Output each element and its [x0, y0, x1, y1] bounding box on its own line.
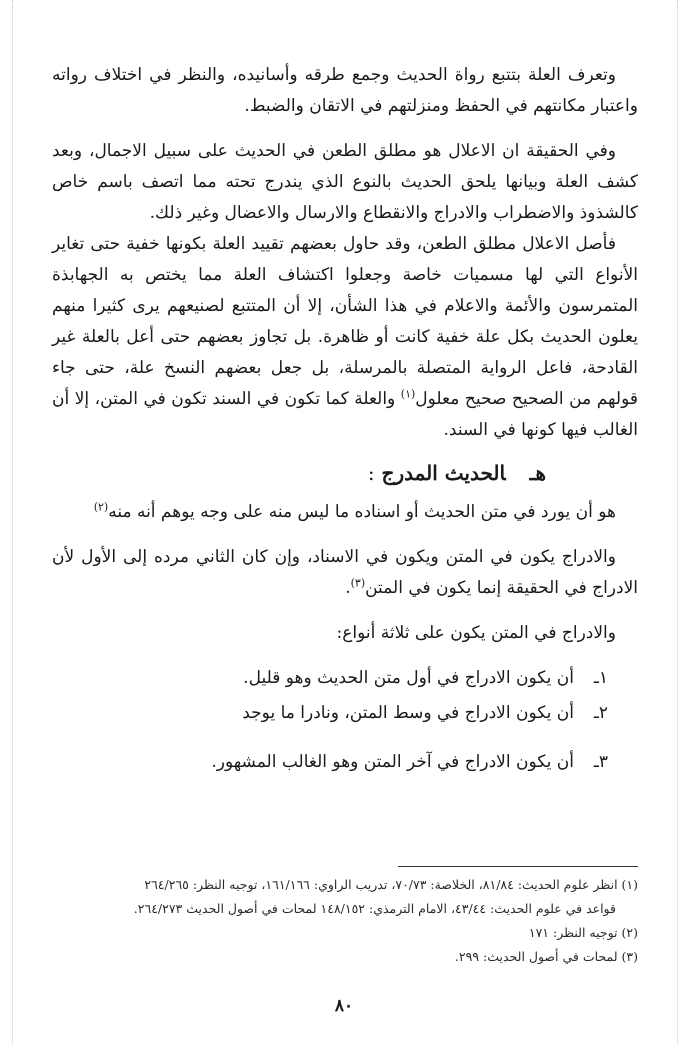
footnote-1: (١) انظر علوم الحديث: ٨١/٨٤، الخلاصة: ٧٠/٧٣، تدريب الراوي: ١٦١/١٦٦، توجيه النظر: ٢٦٤/٢٦٥ — [144, 877, 638, 892]
paragraph-illness-types — [52, 229, 638, 446]
footnote-2: (٢) توجيه النظر: ١٧١ — [528, 925, 638, 940]
list-item-text: أن يكون الادراج في وسط المتن، ونادرا ما يوجد — [242, 703, 574, 723]
paragraph-illness-definition: وفي الحقيقة ان الاعلال هو مطلق الطعن في الحديث على سبيل الاجمال، وبعد كشف العلة وبيانها يلحق الحديث بالنوع الذي يندرج تحته مما اتصف باسم خاص كالشذوذ والاضطراب والادراج والانقطاع والارسال والاعضال وغير ذلك. — [52, 141, 638, 223]
paragraph-illness-types-end: والعلة كما تكون في السند تكون في المتن، إلا أن الغالب فيها كونها في السند. — [52, 389, 638, 440]
page-body — [52, 60, 638, 782]
footnote-marker-1: (١) — [400, 387, 416, 401]
section-colon: : — [367, 461, 375, 485]
footnote-marker-3: (٣) — [350, 576, 366, 590]
footnotes — [52, 866, 638, 969]
section-heading — [52, 458, 638, 489]
page-edge-right — [677, 0, 678, 1044]
section-letter: هـ — [529, 461, 546, 485]
section-title: الحديث المدرج — [381, 461, 506, 485]
paragraph-mudraj-definition — [52, 497, 638, 528]
list-item-text: أن يكون الادراج في آخر المتن وهو الغالب المشهور. — [211, 752, 574, 772]
footnote-1-continued: قواعد في علوم الحديث: ٤٣/٤٤، الامام الترمذي: ١٤٨/١٥٢ لمحات في أصول الحديث ٢٦٤/٢٧٣. — [133, 901, 616, 916]
paragraph-illness-knowledge: وتعرف العلة بتتبع رواة الحديث وجمع طرقه وأسانيده، والنظر في اختلاف رواته واعتبار مكانتهم في الحفظ ومنزلتهم في الاتقان والضبط. — [52, 65, 638, 116]
page-number: ٨٠ — [334, 996, 354, 1016]
page-edge-left — [12, 0, 13, 1044]
idraj-location-text: والادراج يكون في المتن ويكون في الاسناد، وإن كان الثاني مرده إلى الأول لأن الادراج في الحقيقة إنما يكون في المتن — [52, 547, 638, 598]
footnote-3: (٣) لمحات في أصول الحديث: ٢٩٩. — [454, 949, 638, 964]
idraj-location-period: . — [345, 578, 351, 598]
list-item — [52, 747, 638, 778]
list-item-text: أن يكون الادراج في أول متن الحديث وهو قليل. — [243, 668, 574, 688]
paragraph-idraj-kinds: والادراج في المتن يكون على ثلاثة أنواع: — [336, 623, 616, 643]
paragraph-illness-types-text: فأصل الاعلال مطلق الطعن، وقد حاول بعضهم تقييد العلة بكونها خفية حتى تغاير الأنواع التي لها مسميات خاصة وجعلوا اكتشاف العلة مما يختص به الجهابذة المتمرسون والأئمة والاعلام في هذا الشأن، إلا أن المتتبع لصنيعهم يرى كثيرا منهم يعلون الحديث بكل علة خفية كانت أو ظاهرة. بل تجاوز بعضهم حتى أعل بالعلة غير القادحة، فاعل الرواية المتصلة بالمرسلة، بل جعل بعضهم النسخ علة، حتى جاء قولهم من الصحيح صحيح معلول — [52, 234, 638, 409]
footnote-marker-2: (٢) — [93, 500, 109, 514]
list-item — [52, 663, 638, 694]
list-item-number: ٢ـ — [593, 703, 608, 723]
footnote-rule — [398, 866, 638, 867]
list-item-number: ١ـ — [593, 668, 608, 688]
definition-text: هو أن يورد في متن الحديث أو اسناده ما ليس منه على وجه يوهم أنه منه — [108, 502, 616, 522]
list-item — [52, 698, 638, 729]
list-item-number: ٣ـ — [593, 752, 608, 772]
paragraph-idraj-location — [52, 542, 638, 604]
